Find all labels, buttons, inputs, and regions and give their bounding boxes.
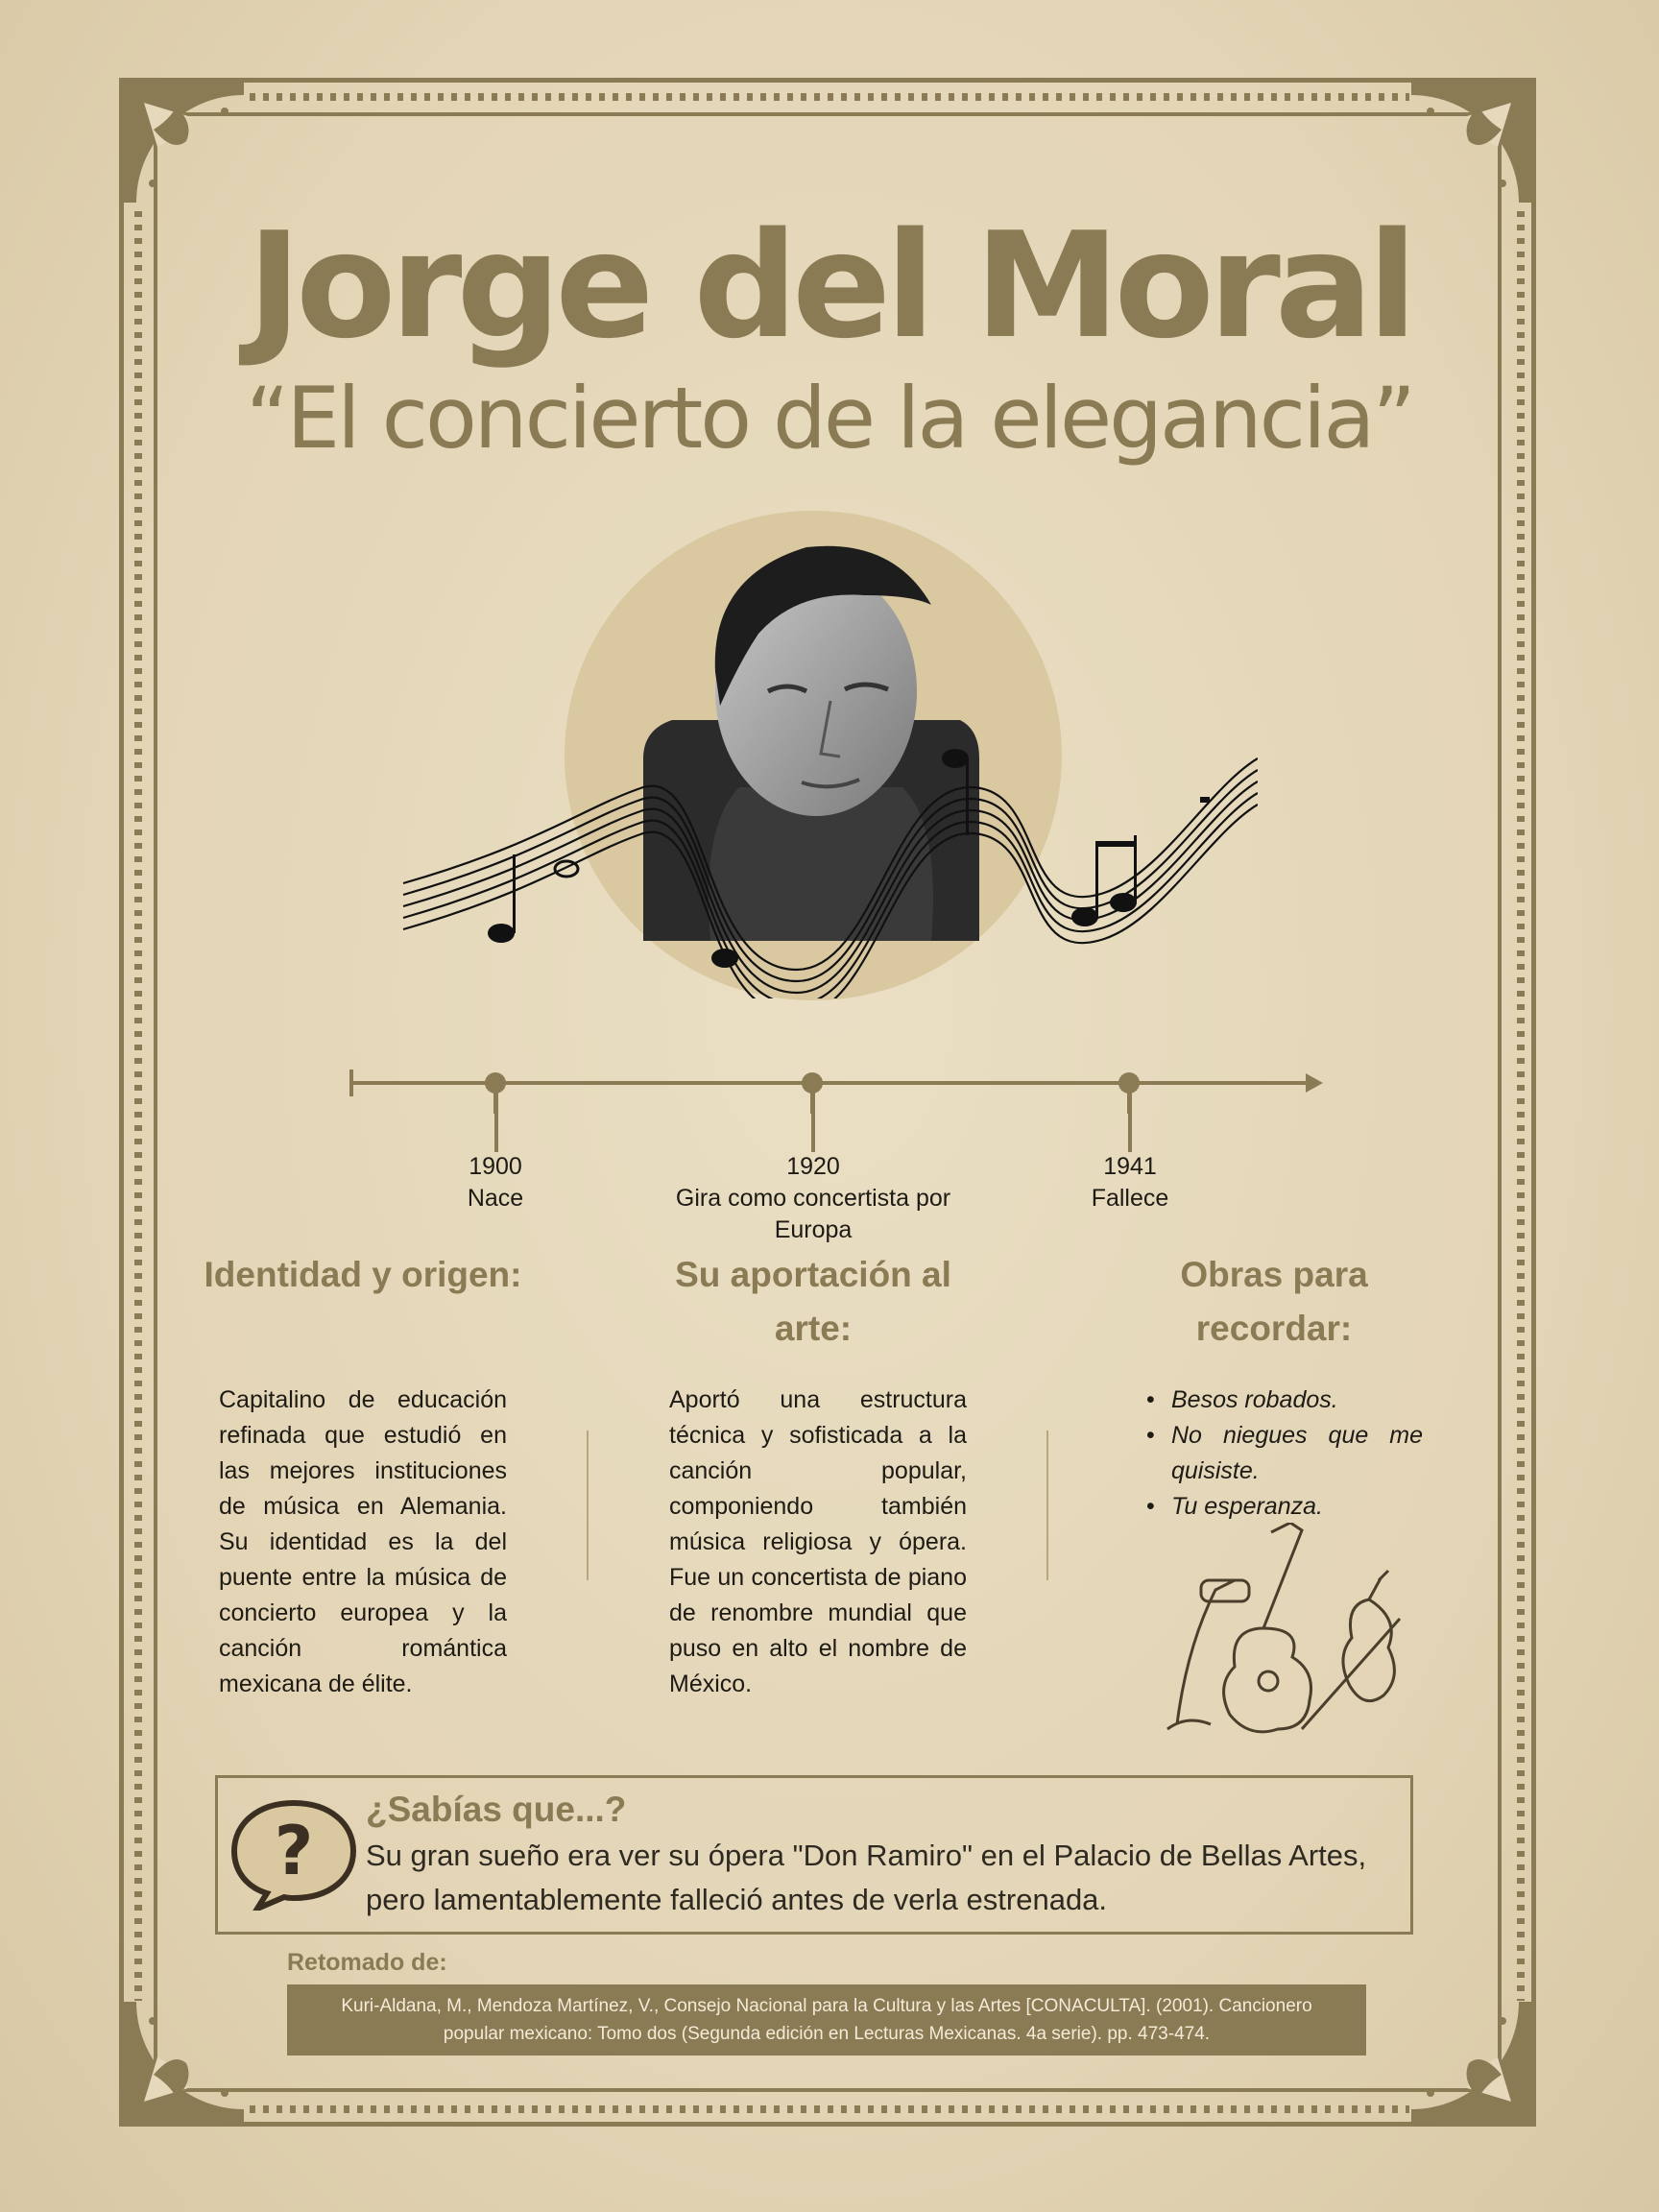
works-list (1144, 1382, 1423, 1525)
timeline-label: Fallece (1091, 1185, 1169, 1212)
instruments-icon (1148, 1523, 1407, 1736)
question-bubble-icon (228, 1797, 359, 1911)
page-subtitle: “El concierto de la elegancia” (245, 369, 1414, 468)
list-item: • No niegues que me quisiste. (1144, 1418, 1423, 1489)
source-label: Retomado de: (287, 1949, 447, 1976)
works-heading: Obras para recordar: (1180, 1255, 1368, 1348)
fun-fact-text: Su gran sueño era ver su ópera "Don Ramiro" en el Palacio de Bellas Artes, pero lamentablemente falleció antes de verla estrenada. (366, 1839, 1367, 1916)
timeline-tick-1941 (1126, 1083, 1134, 1152)
timeline-event (650, 1151, 976, 1246)
music-staff-icon (394, 730, 1258, 998)
frame-dots-top (250, 93, 1409, 101)
fun-fact-title: ¿Sabías que...? (366, 1790, 627, 1829)
identity-heading: Identidad y origen: (204, 1255, 522, 1294)
timeline-event (332, 1151, 659, 1214)
frame-dots-right (1517, 211, 1525, 2001)
timeline-year: 1900 (469, 1153, 522, 1180)
frame-dots-bottom (250, 2105, 1409, 2113)
contribution-heading: Su aportación al arte: (675, 1255, 951, 1348)
column-divider (587, 1431, 589, 1580)
timeline-tick-1900 (493, 1083, 500, 1152)
column-divider (1046, 1431, 1048, 1580)
timeline-event (967, 1151, 1293, 1214)
source-citation: Kuri-Aldana, M., Mendoza Martínez, V., Consejo Nacional para la Cultura y las Artes [CONACULTA]. (2001). Cancionero popular mexicano: Tomo dos (Segunda edición en Lecturas Mexicanas. 4a serie). pp. 473-474. (287, 1984, 1366, 2056)
timeline-label: Nace (467, 1185, 524, 1212)
contribution-text: Aportó una estructura técnica y sofisticada a la canción popular, componiendo también música religiosa y ópera. Fue un concertista de piano de renombre mundial que puso en alto el nombre de México. (669, 1386, 967, 1697)
list-item: • Besos robados. (1144, 1382, 1423, 1418)
corner-ornament-icon (1411, 78, 1536, 203)
timeline-year: 1920 (786, 1153, 840, 1180)
corner-ornament-icon (119, 78, 244, 203)
list-item: • Tu esperanza. (1144, 1489, 1423, 1525)
svg-text:?: ? (274, 1812, 314, 1890)
page-title: Jorge del Moral (247, 201, 1412, 371)
timeline-label: Gira como concertista por Europa (675, 1185, 951, 1243)
identity-text: Capitalino de educación refinada que estudió en las mejores instituciones de música en Alemania. Su identidad es la del puente entre la música de concierto europea y la canción romántica mexicana de élite. (219, 1386, 507, 1697)
timeline-year: 1941 (1103, 1153, 1157, 1180)
corner-ornament-icon (119, 2002, 244, 2127)
timeline-tick-1920 (809, 1083, 817, 1152)
frame-dots-left (134, 211, 142, 2001)
corner-ornament-icon (1411, 2002, 1536, 2127)
